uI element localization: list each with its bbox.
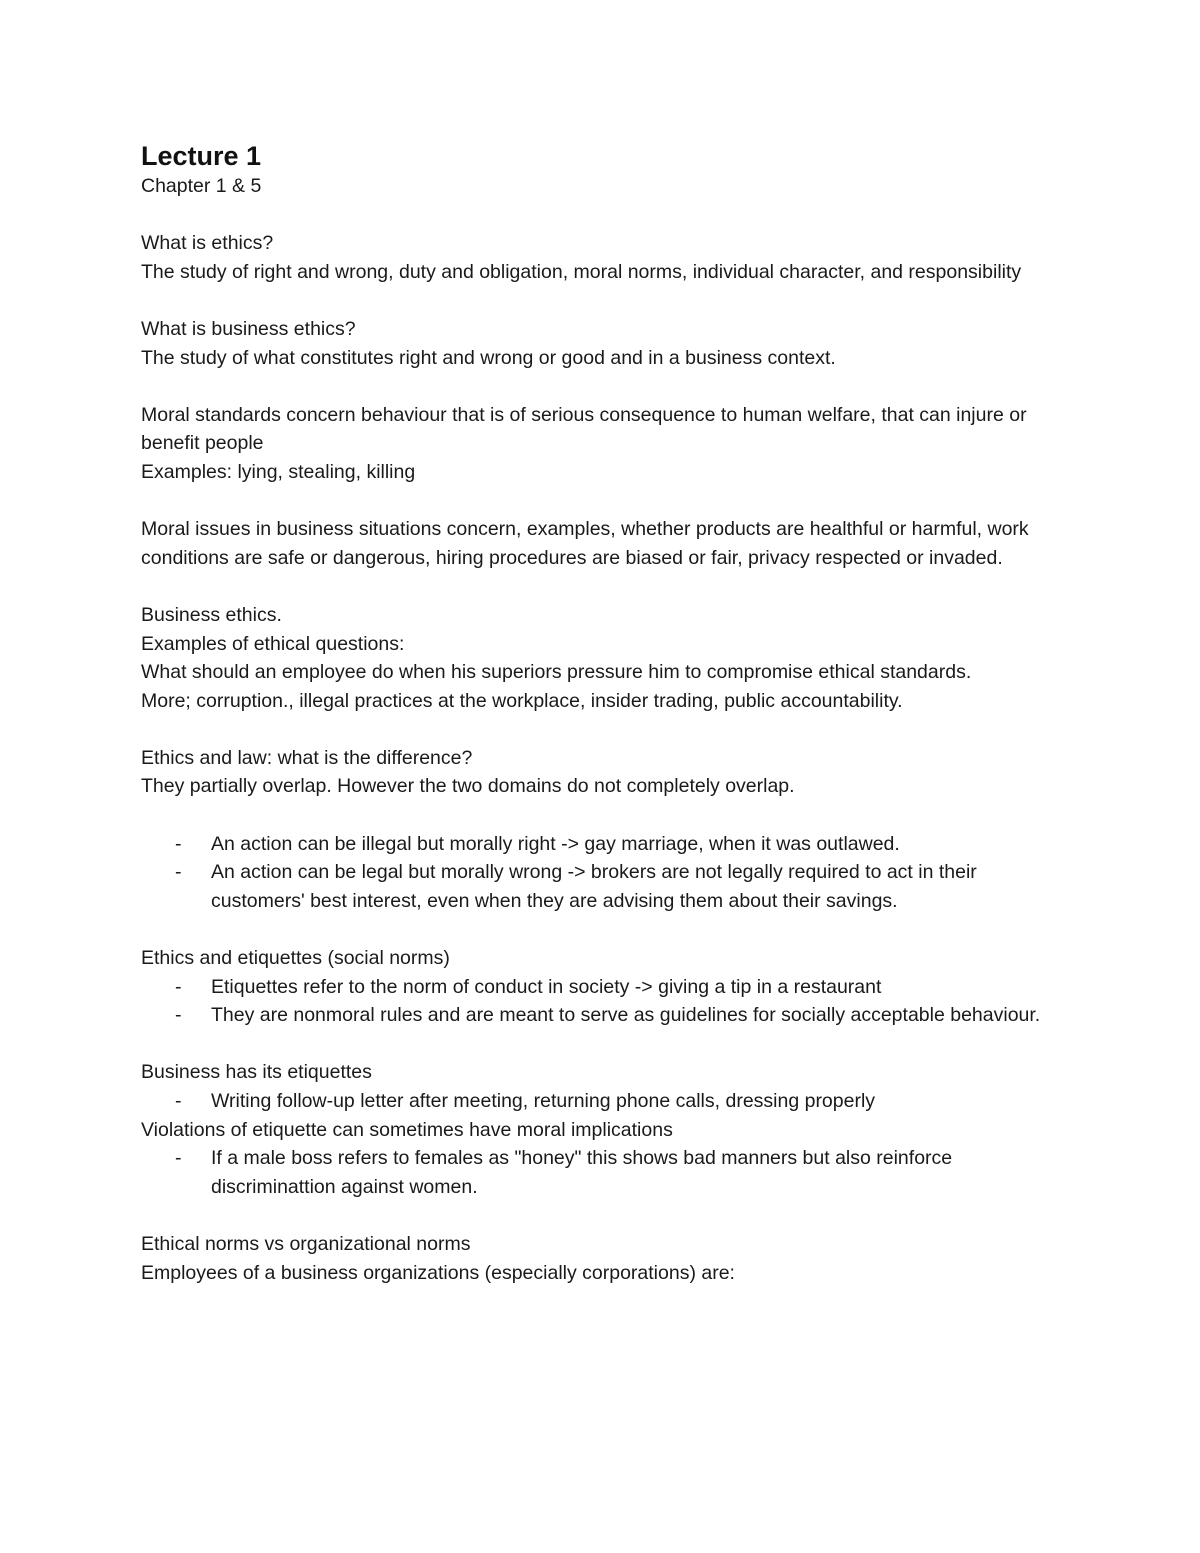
spacer (141, 1201, 1071, 1230)
subtitle: Chapter 1 & 5 (141, 175, 262, 197)
etiquettes-bullet-list (141, 973, 1071, 1030)
more-text: More; corruption., illegal practices at the workplace, insider trading, public accountability. (141, 689, 903, 712)
spacer (141, 801, 1071, 830)
spacer (141, 915, 1071, 944)
spacer (141, 286, 1071, 315)
list-item (141, 1144, 1071, 1201)
document-title: Lecture 1 (141, 141, 262, 171)
ethics-question: What is ethics? (141, 232, 274, 255)
org-norms-text: Employees of a business organizations (especially corporations) are: (141, 1261, 735, 1284)
spacer (141, 487, 1071, 516)
list-item (141, 830, 1071, 859)
ethics-answer: The study of right and wrong, duty and obligation, moral norms, individual character, and responsibility (141, 260, 1022, 283)
ethics-law-bullet-list (141, 830, 1071, 916)
spacer (141, 1030, 1071, 1059)
bullet-dash: - (175, 1004, 182, 1027)
moral-standards-text: Moral standards concern behaviour that is of serious consequence to human welfare, that can injure or benefit people (141, 403, 1027, 455)
ethics-law-question: Ethics and law: what is the difference? (141, 746, 473, 769)
list-item (141, 1087, 1071, 1116)
business-ethics-question: What is business ethics? (141, 317, 356, 340)
violations-bullet-list (141, 1144, 1071, 1201)
examples-heading: Examples of ethical questions: (141, 632, 405, 655)
bullet-dash: - (175, 1147, 182, 1170)
business-ethics-heading: Business ethics. (141, 603, 282, 626)
spacer (141, 715, 1071, 744)
bullet-dash: - (175, 1090, 182, 1112)
ethics-law-answer: They partially overlap. However the two domains do not completely overlap. (141, 775, 795, 798)
list-item-text: They are nonmoral rules and are meant to serve as guidelines for socially acceptable behaviour. (211, 1004, 1041, 1027)
list-item-text: If a male boss refers to females as "honey" this shows bad manners but also reinforce discriminattion against women. (211, 1147, 953, 1198)
document-page (141, 138, 1071, 1287)
etiquettes-heading: Ethics and etiquettes (social norms) (141, 947, 450, 970)
bullet-dash: - (175, 975, 182, 998)
business-etiquettes-bullet-list (141, 1087, 1071, 1116)
spacer (141, 372, 1071, 401)
bullet-dash: - (175, 861, 182, 884)
list-item (141, 858, 1071, 915)
list-item-text: An action can be legal but morally wrong -> brokers are not legally required to act in their customers' best interest, even when they are advising them about their savings. (211, 861, 977, 912)
violations-text: Violations of etiquette can sometimes have moral implications (141, 1118, 673, 1141)
business-ethics-answer: The study of what constitutes right and wrong or good and in a business context. (141, 346, 836, 369)
spacer (141, 572, 1071, 601)
spacer (141, 201, 1071, 230)
moral-issues-text: Moral issues in business situations concern, examples, whether products are healthful or harmful, work conditions are safe or dangerous, hiring procedures are biased or fair, privacy respected or invaded. (141, 518, 1029, 569)
list-item (141, 1001, 1071, 1030)
business-etiquettes-heading: Business has its etiquettes (141, 1061, 372, 1084)
list-item-text: Writing follow-up letter after meeting, returning phone calls, dressing properly (211, 1090, 876, 1112)
list-item-text: Etiquettes refer to the norm of conduct in society -> giving a tip in a restaurant (211, 975, 882, 998)
list-item (141, 973, 1071, 1002)
org-norms-heading: Ethical norms vs organizational norms (141, 1232, 471, 1255)
list-item-text: An action can be illegal but morally right -> gay marriage, when it was outlawed. (211, 832, 900, 855)
moral-examples-text: Examples: lying, stealing, killing (141, 460, 416, 483)
ethical-question-text: What should an employee do when his superiors pressure him to compromise ethical standards. (141, 661, 972, 684)
bullet-dash: - (175, 832, 182, 855)
